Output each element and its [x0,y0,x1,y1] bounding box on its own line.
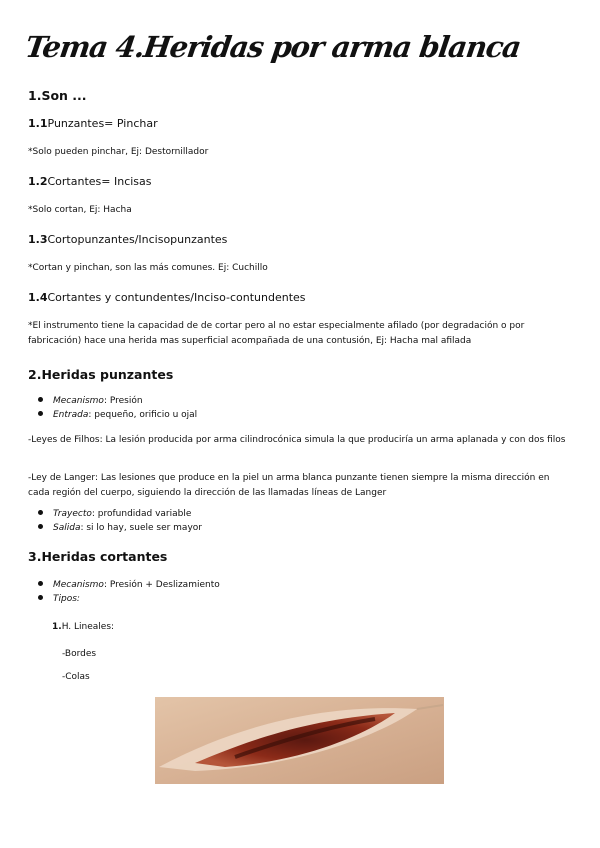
item-1-3 [28,233,227,246]
law-langer: -Ley de Langer: Las lesiones que produce en la piel un arma blanca punzante tienen siempre la misma dirección en cada región del cuerpo, siguiendo la dirección de las llamadas líneas de Langer [28,473,550,498]
bullet-dot-icon [38,397,43,402]
subtype-lineales [52,622,114,632]
bullet-salida [38,523,202,533]
item-label: Cortopunzantes/Incisopunzantes [47,233,228,246]
section-3-heading: 3.Heridas cortantes [28,549,168,564]
item-1-2-note: *Solo cortan, Ej: Hacha [28,205,132,215]
subtype-number: 1. [52,622,62,632]
bullet-term: Entrada [53,410,89,420]
bullet-term: Mecanismo [53,396,104,406]
item-number: 1.1 [28,117,48,130]
item-1-1 [28,117,158,130]
bullet-text: : si lo hay, suele ser mayor [80,523,202,533]
item-1-4-note: *El instrumento tiene la capacidad de de cortar pero al no estar especialmente afilado (por degradación o por fabricación) hace una herida mas superficial acompañada de una contusión, Ej: Hacha mal afilada [28,321,525,346]
bullet-tipos [38,594,80,604]
wound-photo [155,697,444,784]
bullet-dot-icon [38,524,43,529]
section-2-heading: 2.Heridas punzantes [28,367,174,382]
law-filhos: -Leyes de Filhos: La lesión producida por arma cilindrocónica simula la que produciría un arma aplanada y con dos filos [28,435,566,445]
item-1-3-note: *Cortan y pinchan, son las más comunes. Ej: Cuchillo [28,263,268,273]
wound-photo-image [155,697,444,784]
item-number: 1.2 [28,175,48,188]
bullet-trayecto [38,509,191,519]
bullet-text: : Presión [103,396,143,406]
subtype-label: H. Lineales: [61,622,115,632]
bullet-term: Salida [53,523,81,533]
bullet-text: : Presión + Deslizamiento [103,580,220,590]
bullet-dot-icon [38,411,43,416]
bullet-term: Mecanismo [53,580,104,590]
bullet-text: : pequeño, orificio u ojal [88,410,198,420]
item-label: Cortantes= Incisas [47,175,152,188]
bullet-dot-icon [38,510,43,515]
subitem-colas: -Colas [62,672,90,682]
bullet-dot-icon [38,581,43,586]
item-label: Cortantes y contundentes/Inciso-contundentes [47,291,306,304]
bullet-mecanismo-cortantes [38,580,220,590]
subitem-bordes: -Bordes [62,649,97,659]
item-1-4 [28,291,306,304]
bullet-term: Tipos: [53,594,80,604]
item-label: Punzantes= Pinchar [47,117,158,130]
bullet-term: Trayecto [53,509,92,519]
item-number: 1.3 [28,233,48,246]
bullet-mecanismo [38,396,143,406]
bullet-text: : profundidad variable [91,509,192,519]
bullet-dot-icon [38,595,43,600]
item-1-2 [28,175,152,188]
item-number: 1.4 [28,291,48,304]
section-1-heading: 1.Son ... [28,88,87,103]
page-title: Tema 4.Heridas por arma blanca [23,30,523,64]
bullet-entrada [38,410,197,420]
item-1-1-note: *Solo pueden pinchar, Ej: Destornillador [28,147,209,157]
